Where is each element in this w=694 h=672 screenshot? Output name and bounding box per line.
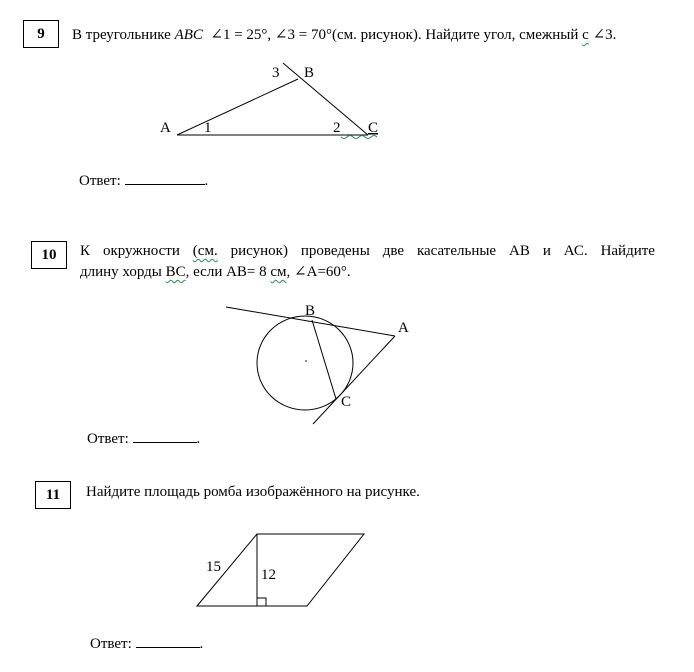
problem-11-answer-label: Ответ:: [90, 636, 136, 652]
problem-11-answer-end: .: [199, 636, 204, 652]
vertex-c-label: C: [368, 120, 379, 136]
point-c-label: C: [341, 394, 352, 410]
p10-word-11: Найдите: [600, 243, 655, 259]
p10-line2-prefix: длину хорды: [80, 264, 166, 280]
angle-2-label: 2: [333, 120, 341, 136]
p10-word-4: рисунок): [230, 243, 288, 259]
p10-chord-name: ВС: [165, 264, 186, 280]
problem-9-text-angles: ∠1 = 25°, ∠3 = 70°(см. рисунок). Найдите угол, смежный: [210, 27, 583, 43]
problem-10-answer-label: Ответ:: [87, 431, 133, 447]
p10-word-6: две: [382, 243, 405, 259]
point-b-label: B: [305, 303, 316, 319]
p10-word-8: АВ: [509, 243, 530, 259]
problem-11-number-text: 11: [45, 486, 61, 503]
p10-unit: см: [270, 264, 287, 280]
side-label: 15: [206, 559, 221, 575]
problem-11-answer: [90, 633, 203, 653]
p10-word-7: касательные: [416, 243, 497, 259]
problem-9-answer-label: Ответ:: [79, 173, 125, 189]
problem-9-text-prefix: В треугольнике: [72, 27, 175, 43]
problem-10-answer-end: .: [196, 431, 201, 447]
problem-10-number-text: 10: [41, 246, 57, 263]
problem-11-text: Найдите площадь ромба изображённого на рисунке.: [86, 484, 420, 500]
problem-9-triangle-name: ABC: [174, 27, 203, 43]
p10-word-10: АС.: [563, 243, 588, 259]
vertex-b-label: B: [304, 65, 315, 81]
problem-9-answer-end: .: [204, 173, 209, 189]
p10-word-2: окружности: [102, 243, 180, 259]
angle-3-label: 3: [272, 65, 280, 81]
p10-word-5: проведены: [300, 243, 370, 259]
right-angle-mark: [257, 598, 266, 606]
vertex-a-label: A: [160, 120, 171, 136]
problem-11-answer-blank[interactable]: [136, 633, 200, 648]
rhombus: [197, 534, 364, 606]
problem-9-text-end: ∠3.: [588, 27, 617, 43]
p10-word-9: и: [542, 243, 551, 259]
p10-line2-end: , ∠А=60°.: [286, 264, 351, 280]
p10-word-3: (см.: [192, 243, 218, 259]
p10-line2-mid: , если АВ= 8: [185, 264, 271, 280]
point-a-label: A: [398, 320, 409, 336]
p10-word-1: К: [80, 243, 91, 259]
angle-1-label: 1: [204, 120, 212, 136]
problem-9-text-with: с: [582, 27, 589, 43]
problem-9-number-text: 9: [37, 25, 45, 42]
height-label: 12: [261, 567, 276, 583]
